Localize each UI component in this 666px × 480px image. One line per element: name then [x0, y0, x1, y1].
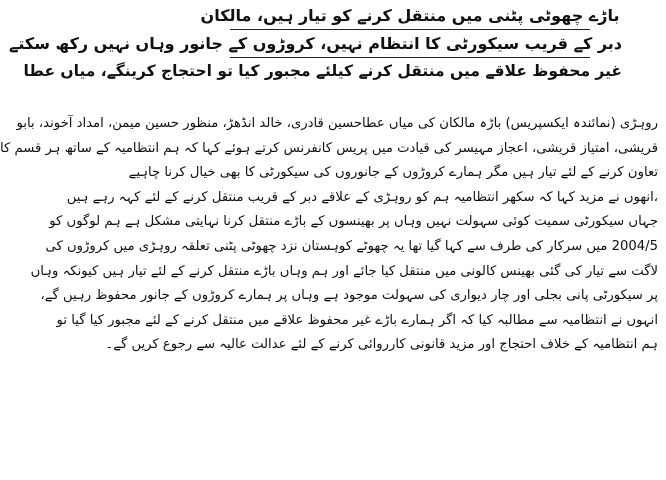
- subheadline-security: دبر کے قریب سیکورٹی کا انتظام نہیں، کروڑوں کے جانور وہاں نہیں رکھ سکتے: [8, 34, 622, 53]
- subheadline-protest: غیر محفوظ علاقے میں منتقل کرنے کیلئے مجبور کیا تو احتجاج کرینگے، میاں عطا: [23, 62, 622, 80]
- headline-divider: [230, 57, 590, 58]
- article-line: ہم انتظامیہ کے خلاف احتجاج اور مزید قانونی کارروائی کرنے کے لئے عدالت عالیہ سے رجوع کریں گے۔: [105, 337, 658, 353]
- article-line: ،انھوں نے مزید کہا کہ سکھر انتظامیہ ہم کو روہڑی کے علاقے دبر کے قریب منتقل کرنے کے لئے کہہ رہے ہیں: [66, 189, 658, 205]
- article-line: 2004/5 میں سرکار کی طرف سے کہا گیا تھا یہ چھوٹے کوہستان نزد چھوٹی پٹنی تعلقہ روہڑی میں کروڑوں کی: [45, 238, 658, 254]
- article-line: لاگت سے تیار کی گئی بھینس کالونی میں منتقل کیا جائے اور ہم وہاں باڑے منتقل کرنے کے لئے تیار ہیں کیونکہ وہاں: [30, 263, 658, 279]
- headline-block: [8, 4, 626, 83]
- article-line: قریشی، امتیاز قریشی، اعجاز مہیسر کی قیادت میں پریس کانفرنس کرتے ہوئے کہا کہ ہم انتظامیہ کے ساتھ ہر قسم کا: [0, 140, 658, 156]
- headline-divider: [230, 29, 590, 30]
- article-line: پر سیکورٹی پانی بجلی اور چار دیواری کی سہولت موجود ہے وہاں پر ہمارے کروڑوں کے جانور محفوظ رہیں گے،: [40, 288, 658, 304]
- article-line: انہوں نے انتظامیہ سے مطالبہ کیا کہ اگر ہمارے باڑے غیر محفوظ علاقے میں منتقل کرنے کے لئے مجبور کیا گیا تو: [56, 312, 658, 328]
- article-line: جہاں سیکورٹی سمیت کوئی سہولت نہیں وہاں پر بھینسوں کے باڑے منتقل کرنا نہایتی مشکل ہے ہم لوگوں کو: [49, 214, 658, 230]
- article-line: تعاون کرنے کے لئے تیار ہیں مگر ہمارے کروڑوں کے جانوروں کی سیکورٹی کا بھی خیال کرنا چاہیے: [128, 165, 658, 181]
- article-line: روہڑی (نمائندہ ایکسپریس) باڑہ مالکان کی میاں عطاحسین قادری، خالد انڈھڑ، منظور حسین میمن، امداد آخوند، بابو: [16, 116, 658, 131]
- article-body: [0, 112, 658, 358]
- headline-main: باڑے چھوٹی پٹنی میں منتقل کرنے کو تیار ہیں، مالکان: [200, 6, 620, 25]
